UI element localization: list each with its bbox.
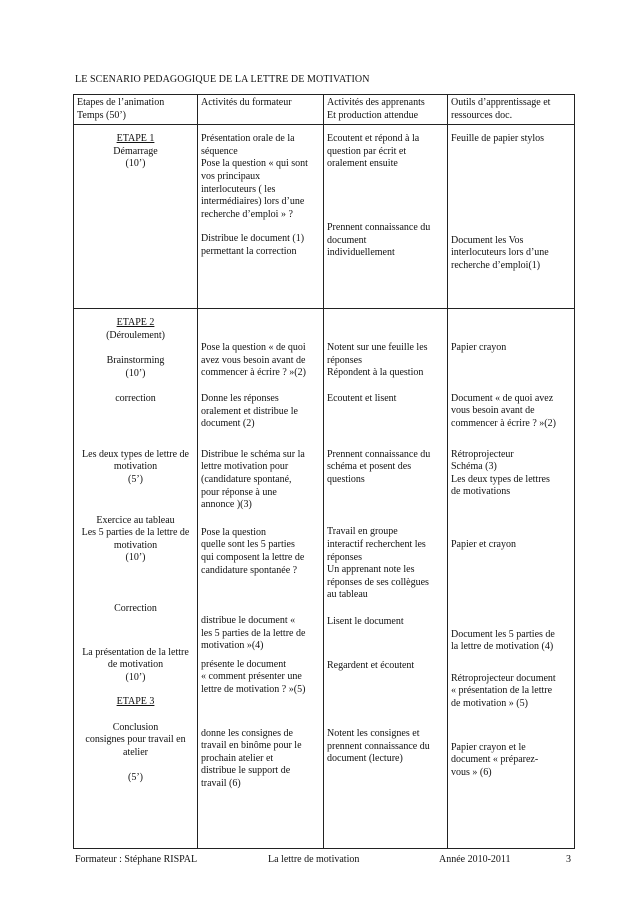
header-cell-etapes — [74, 95, 198, 125]
text-line: Conclusion — [112, 721, 159, 733]
text-line: ETAPE 1 — [116, 133, 155, 145]
text-line: quelle sont les 5 parties — [201, 539, 295, 551]
text-line: Feuille de papier stylos — [451, 133, 545, 145]
etape1-formateur-cell — [198, 125, 324, 309]
text-line: réponses de ses collègues — [327, 576, 429, 588]
text-line: question par écrit et — [327, 145, 407, 157]
text-line: Regardent et écoutent — [327, 659, 415, 671]
text-line: interlocuteurs ( les — [201, 183, 276, 195]
text-line: candidature spontanée ? — [201, 564, 298, 576]
text-line: questions — [327, 473, 365, 485]
footer-page-number: 3 — [566, 854, 571, 865]
etape3-outils — [451, 742, 571, 780]
text-line: Etapes de l’animation — [77, 97, 165, 108]
text-line: ressources doc. — [451, 109, 513, 121]
text-line: Lisent le document — [327, 615, 404, 627]
etape3-step-conclusion — [77, 722, 194, 785]
header-row — [74, 95, 575, 125]
document-title: LE SCENARIO PEDAGOGIQUE DE LA LETTRE DE MOTIVATION — [75, 74, 370, 85]
text-line: document — [327, 234, 367, 246]
text-line: travail en binôme pour le — [201, 740, 302, 752]
etape2-step-correction2 — [77, 603, 194, 616]
text-line: donne les consignes de — [201, 727, 293, 739]
text-line: (candidature spontané, — [201, 473, 292, 485]
header-cell-outils — [448, 95, 575, 125]
etape3-title: ETAPE 3 — [116, 696, 155, 708]
text-line: interlocuteurs lors d’une — [451, 247, 549, 259]
text-line: de motivations — [451, 486, 511, 498]
etape1-formateur-text-b — [201, 233, 320, 258]
etape2-apprenants-b2 — [327, 393, 444, 406]
text-line: (10’) — [125, 367, 146, 379]
text-line: commencer à écrire ? »(2) — [451, 417, 556, 429]
etape1-outils-cell — [448, 125, 575, 309]
text-line: commencer à écrire ? »(2) — [201, 367, 306, 379]
text-line: Schéma (3) — [451, 461, 497, 473]
text-line: réponses — [327, 551, 362, 563]
etape1-outils-text-a — [451, 133, 571, 146]
etape2-row — [74, 309, 575, 849]
etape3-formateur — [201, 728, 320, 791]
text-line: Correction — [114, 602, 157, 614]
etape1-formateur-text-a — [201, 133, 320, 221]
text-line: au tableau — [327, 589, 368, 601]
text-line: Pose la question — [201, 526, 266, 538]
etape1-step-text — [77, 133, 194, 171]
etape2-apprenants-b6 — [327, 660, 444, 673]
footer-year: Année 2010-2011 — [439, 854, 511, 865]
text-line: interactif recherchent les — [327, 538, 426, 550]
text-line: Un apprenant note les — [327, 564, 415, 576]
text-line: travail (6) — [201, 778, 241, 790]
text-line: (10’) — [125, 552, 146, 564]
etape1-step-cell — [74, 125, 198, 309]
text-line: qui composent la lettre de — [201, 551, 305, 563]
text-line: prochain atelier et — [201, 752, 274, 764]
text-line: Brainstorming — [106, 354, 165, 366]
text-line: Démarrage — [113, 145, 158, 157]
text-line: recherche d’emploi(1) — [451, 259, 541, 271]
etape2-step-exercice — [77, 515, 194, 565]
text-line: lettre de motivation ? »(5) — [201, 684, 306, 696]
text-line: séquence — [201, 145, 238, 157]
text-line: Et production attendue — [327, 109, 419, 121]
etape2-step-presentation — [77, 647, 194, 685]
etape2-formateur-b4 — [201, 527, 320, 577]
text-line: Notent sur une feuille les — [327, 342, 428, 354]
etape2-outils-b2 — [451, 393, 571, 431]
text-line: individuellement — [327, 247, 395, 259]
text-line: Notent les consignes et — [327, 728, 420, 740]
text-line: ETAPE 2 — [116, 317, 155, 329]
etape2-apprenants-b5 — [327, 616, 444, 629]
text-line: intermédiaires) lors d’une — [201, 196, 305, 208]
text-line: Distribue le document (1) — [201, 233, 305, 245]
text-line: Présentation orale de la — [201, 133, 295, 145]
text-line: (5’) — [128, 473, 143, 485]
etape2-apprenants-b4 — [327, 526, 444, 602]
text-line: Papier et crayon — [451, 538, 516, 550]
text-line: annonce )(3) — [201, 499, 252, 511]
text-line: la lettre de motivation (4) — [451, 641, 554, 653]
text-line: de motivation — [107, 659, 164, 671]
text-line: avez vous besoin avant de — [201, 354, 306, 366]
etape2-outils-cell — [448, 309, 575, 849]
text-line: permettant la correction — [201, 245, 297, 257]
text-line: prennent connaissance du — [327, 740, 430, 752]
etape1-apprenants-text-b — [327, 222, 444, 260]
text-line: Travail en groupe — [327, 526, 398, 538]
footer-author: Formateur : Stéphane RISPAL — [75, 854, 198, 865]
text-line: Ecoutent et lisent — [327, 392, 397, 404]
text-line: Rétroprojecteur — [451, 448, 514, 460]
etape2-formateur-b2 — [201, 393, 320, 431]
text-line: pour réponse à une — [201, 486, 277, 498]
text-line: Les deux types de lettres — [451, 473, 550, 485]
etape2-step-correction — [77, 393, 194, 406]
text-line: Ecoutent et répond à la — [327, 133, 420, 145]
text-line: document « préparez- — [451, 754, 539, 766]
text-line: vous » (6) — [451, 766, 492, 778]
text-line: Papier crayon — [451, 342, 507, 354]
text-line: oralement et distribue le — [201, 405, 298, 417]
text-line: Les deux types de lettre de — [82, 448, 189, 460]
text-line: Document les Vos — [451, 234, 524, 246]
text-line: motivation — [113, 539, 158, 551]
etape2-apprenants-cell — [324, 309, 448, 849]
etape2-formateur-b6 — [201, 659, 320, 697]
etape1-row — [74, 125, 575, 309]
text-line: réponses — [327, 354, 362, 366]
etape2-formateur-b3 — [201, 449, 320, 512]
text-line: document (lecture) — [327, 753, 403, 765]
text-line — [77, 342, 194, 355]
text-line: Document les 5 parties de — [451, 628, 555, 640]
text-line: lettre motivation pour — [201, 461, 289, 473]
etape2-formateur-cell — [198, 309, 324, 849]
text-line: (10’) — [125, 671, 146, 683]
text-line: vos principaux — [201, 170, 261, 182]
text-line: Prennent connaissance du — [327, 448, 431, 460]
etape2-outils-b4 — [451, 539, 571, 552]
text-line: (5’) — [128, 772, 143, 784]
header-cell-apprenants — [324, 95, 448, 125]
text-line: Donne les réponses — [201, 392, 279, 404]
text-line: consignes pour travail en — [85, 734, 186, 746]
text-line: les 5 parties de la lettre de — [201, 627, 306, 639]
text-line: de motivation » (5) — [451, 697, 528, 709]
etape2-outils-b5 — [451, 629, 571, 654]
text-line: recherche d’emploi » ? — [201, 208, 293, 220]
etape2-outils-b6 — [451, 673, 571, 711]
text-line: La présentation de la lettre — [82, 646, 189, 658]
etape3-apprenants — [327, 728, 444, 766]
text-line: Activités du formateur — [201, 97, 292, 108]
text-line: distribue le document « — [201, 615, 296, 627]
text-line: motivation »(4) — [201, 640, 264, 652]
text-line: Rétroprojecteur document — [451, 672, 556, 684]
text-line: Répondent à la question — [327, 367, 424, 379]
etape2-formateur-b5 — [201, 615, 320, 653]
text-line — [77, 760, 194, 773]
text-line: oralement ensuite — [327, 158, 398, 170]
header-cell-formateur — [198, 95, 324, 125]
text-line: « comment présenter une — [201, 671, 302, 683]
text-line: (Déroulement) — [106, 329, 165, 341]
text-line: vous besoin avant de — [451, 405, 535, 417]
etape2-step-cell — [74, 309, 198, 849]
text-line: correction — [115, 393, 156, 405]
text-line: Temps (50’) — [77, 109, 127, 121]
etape2-apprenants-b3 — [327, 449, 444, 487]
text-line: Distribue le schéma sur la — [201, 448, 305, 460]
etape2-formateur-b1 — [201, 342, 320, 380]
text-line: distribue le support de — [201, 765, 291, 777]
etape1-outils-text-b — [451, 235, 571, 273]
text-line: Pose la question « qui sont — [201, 158, 308, 170]
text-line: Papier crayon et le — [451, 741, 526, 753]
text-line: Document « de quoi avez — [451, 392, 554, 404]
etape1-apprenants-text-a — [327, 133, 444, 171]
text-line: (10’) — [125, 158, 146, 170]
text-line: « présentation de la lettre — [451, 685, 553, 697]
text-line: Exercice au tableau — [96, 514, 175, 526]
etape2-apprenants-b1 — [327, 342, 444, 380]
etape2-step-brainstorming — [77, 317, 194, 380]
text-line: atelier — [123, 747, 148, 759]
etape1-apprenants-cell — [324, 125, 448, 309]
text-line: Activités des apprenants — [327, 97, 425, 108]
footer-title: La lettre de motivation — [268, 854, 360, 865]
text-line: Prennent connaissance du — [327, 221, 431, 233]
text-line: motivation — [113, 461, 158, 473]
text-line: document (2) — [201, 418, 255, 430]
text-line: Pose la question « de quoi — [201, 342, 306, 354]
text-line: schéma et posent des — [327, 461, 412, 473]
text-line: Outils d’apprentissage et — [451, 97, 551, 108]
text-line: présente le document — [201, 658, 286, 670]
scenario-table — [73, 94, 575, 849]
etape2-outils-b1 — [451, 342, 571, 355]
etape2-outils-b3 — [451, 449, 571, 499]
etape2-step-types — [77, 449, 194, 487]
text-line: Les 5 parties de la lettre de — [81, 527, 190, 539]
